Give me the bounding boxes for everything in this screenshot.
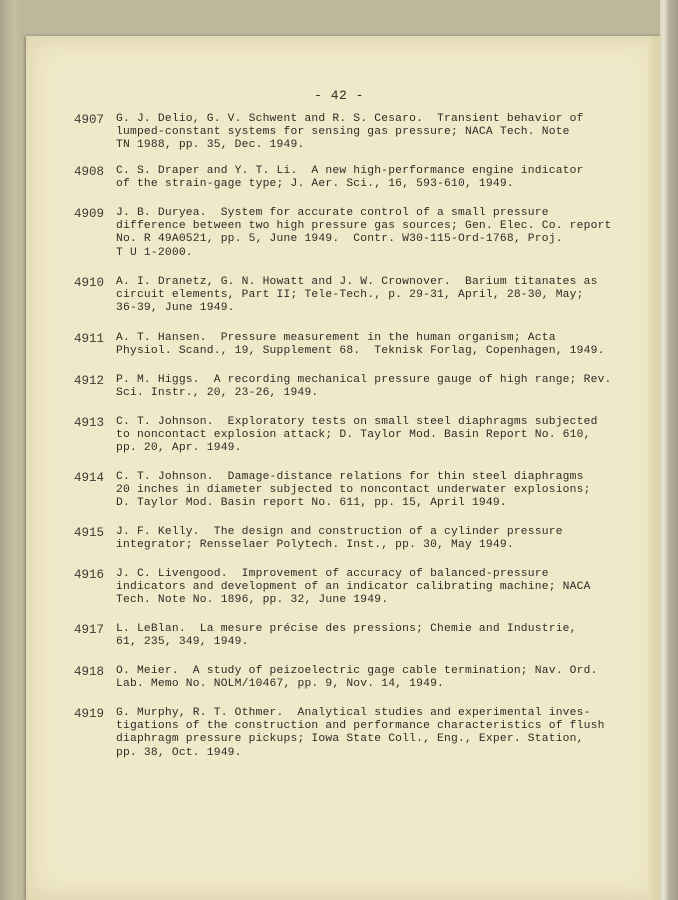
entry-citation — [116, 665, 626, 691]
citation-line: C. T. Johnson. Exploratory tests on small steel diaphragms subjected — [116, 416, 598, 428]
entry-citation — [116, 623, 626, 649]
entry-citation — [116, 374, 626, 400]
citation-line: 20 inches in diameter subjected to noncontact underwater explosions; — [116, 484, 591, 497]
entry-number: 4916 — [74, 568, 105, 582]
citation-line: pp. 20, Apr. 1949. — [116, 442, 242, 455]
entry-number: 4915 — [74, 526, 105, 540]
citation-line: P. M. Higgs. A recording mechanical pressure gauge of high range; Rev. — [116, 374, 612, 386]
citation-line: to noncontact explosion attack; D. Taylor Mod. Basin Report No. 610, — [116, 429, 591, 442]
page-number: - 42 - — [314, 88, 364, 103]
citation-line: G. Murphy, R. T. Othmer. Analytical studies and experimental inves- — [116, 707, 591, 719]
scanner-edge — [660, 0, 678, 900]
entry-citation — [116, 207, 626, 260]
citation-line: C. S. Draper and Y. T. Li. A new high-performance engine indicator — [116, 165, 584, 177]
entry-citation — [116, 707, 626, 760]
entry-number: 4908 — [74, 165, 105, 179]
citation-line: 61, 235, 349, 1949. — [116, 636, 249, 649]
citation-line: difference between two high pressure gas sources; Gen. Elec. Co. report — [116, 220, 612, 233]
citation-line: T U 1-2000. — [116, 246, 193, 259]
entry-citation — [116, 276, 626, 316]
citation-line: A. T. Hansen. Pressure measurement in the human organism; Acta — [116, 332, 556, 344]
citation-line: A. I. Dranetz, G. N. Howatt and J. W. Crownover. Barium titanates as — [116, 276, 598, 288]
citation-line: pp. 38, Oct. 1949. — [116, 746, 242, 759]
entry-number: 4912 — [74, 374, 105, 388]
citation-line: Sci. Instr., 20, 23-26, 1949. — [116, 387, 319, 400]
citation-line: diaphragm pressure pickups; Iowa State Coll., Eng., Exper. Station, — [116, 733, 584, 746]
entry-citation — [116, 471, 626, 511]
entry-number: 4911 — [74, 332, 105, 346]
citation-line: Tech. Note No. 1896, pp. 32, June 1949. — [116, 594, 389, 607]
citation-line: G. J. Delio, G. V. Schwent and R. S. Cesaro. Transient behavior of — [116, 113, 584, 125]
page-binding-edge — [648, 36, 660, 900]
citation-line: J. B. Duryea. System for accurate control of a small pressure — [116, 207, 549, 219]
entry-citation — [116, 568, 626, 608]
citation-line: O. Meier. A study of peizoelectric gage cable termination; Nav. Ord. — [116, 665, 598, 677]
citation-line: indicators and development of an indicator calibrating machine; NACA — [116, 581, 591, 594]
entry-citation — [116, 332, 626, 358]
citation-line: of the strain-gage type; J. Aer. Sci., 16, 593-610, 1949. — [116, 178, 514, 191]
citation-line: Lab. Memo No. NOLM/10467, pp. 9, Nov. 14, 1949. — [116, 678, 445, 691]
citation-line: circuit elements, Part II; Tele-Tech., p. 29-31, April, 28-30, May; — [116, 289, 584, 302]
entry-citation — [116, 113, 626, 153]
entry-number: 4919 — [74, 707, 105, 721]
entry-number: 4909 — [74, 207, 105, 221]
citation-line: D. Taylor Mod. Basin report No. 611, pp. 15, April 1949. — [116, 497, 507, 510]
entry-number: 4914 — [74, 471, 105, 485]
entry-number: 4907 — [74, 113, 105, 127]
entry-number: 4910 — [74, 276, 105, 290]
citation-line: TN 1988, pp. 35, Dec. 1949. — [116, 139, 305, 152]
citation-line: 36-39, June 1949. — [116, 302, 235, 315]
citation-line: lumped-constant systems for sensing gas pressure; NACA Tech. Note — [116, 126, 570, 139]
citation-line: J. C. Livengood. Improvement of accuracy of balanced-pressure — [116, 568, 549, 580]
entry-number: 4913 — [74, 416, 105, 430]
citation-line: J. F. Kelly. The design and construction of a cylinder pressure — [116, 526, 563, 538]
citation-line: tigations of the construction and performance characteristics of flush — [116, 720, 605, 733]
entry-citation — [116, 165, 626, 191]
citation-line: No. R 49A0521, pp. 5, June 1949. Contr. W30-115-Ord-1768, Proj. — [116, 233, 563, 246]
citation-line: integrator; Rensselaer Polytech. Inst., pp. 30, May 1949. — [116, 539, 514, 552]
citation-line: C. T. Johnson. Damage-distance relations for thin steel diaphragms — [116, 471, 584, 483]
citation-line: Physiol. Scand., 19, Supplement 68. Teknisk Forlag, Copenhagen, 1949. — [116, 345, 605, 358]
citation-line: L. LeBlan. La mesure précise des pressions; Chemie and Industrie, — [116, 623, 577, 635]
entry-number: 4917 — [74, 623, 105, 637]
entry-citation — [116, 416, 626, 456]
entry-citation — [116, 526, 626, 552]
entry-number: 4918 — [74, 665, 105, 679]
